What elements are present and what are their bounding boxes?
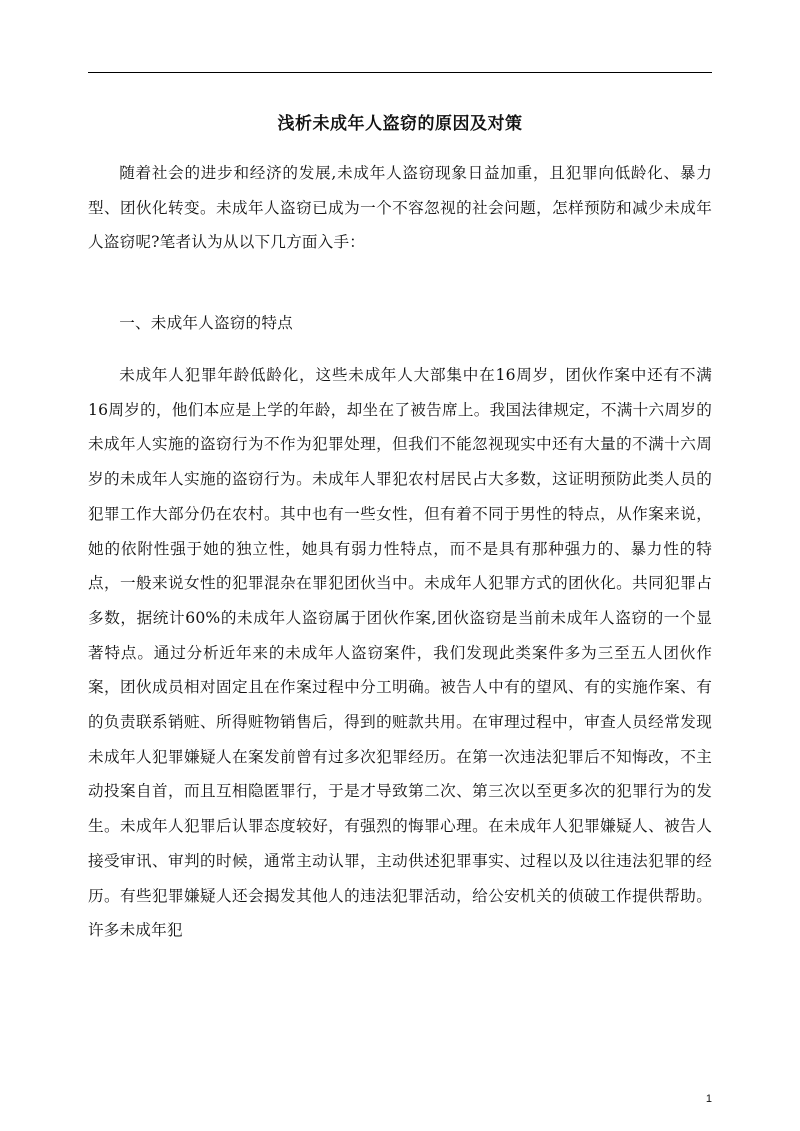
section-1-paragraph-text: 未成年人犯罪年龄低龄化，这些未成年人大部集中在16周岁，团伙作案中还有不满16周岁的，他们本应是上学的年龄，却坐在了被告席上。我国法律规定，不满十六周岁的未成年人实施的盗窃行为不作为犯罪处理，但我们不能忽视现实中还有大量的不满十六周岁的未成年人实施的盗窃行为。未成年人罪犯农村居民占大多数，这证明预防此类人员的犯罪工作大部分仍在农村。其中也有一些女性，但有着不同于男性的特点，从作案来说，她的依附性强于她的独立性，她具有弱力性特点，而不是具有那种强力的、暴力性的特点，一般来说女性的犯罪混杂在罪犯团伙当中。未成年人犯罪方式的团伙化。共同犯罪占多数，据统计60%的未成年人盗窃属于团伙作案,团伙盗窃是当前未成年人盗窃的一个显著特点。通过分析近年来的未成年人盗窃案件，我们发现此类案件多为三至五人团伙作案，团伙成员相对固定且在作案过程中分工明确。被告人中有的望风、有的实施作案、有的负责联系销赃、所得赃物销售后，得到的赃款共用。在审理过程中，审查人员经常发现未成年人犯罪嫌疑人在案发前曾有过多次犯罪经历。在第一次违法犯罪后不知悔改，不主动投案自首，而且互相隐匿罪行，于是才导致第二次、第三次以至更多次的犯罪行为的发生。未成年人犯罪后认罪态度较好，有强烈的悔罪心理。在未成年人犯罪嫌疑人、被告人接受审讯、审判的时候，通常主动认罪，主动供述犯罪事实、过程以及以往违法犯罪的经历。有些犯罪嫌疑人还会揭发其他人的违法犯罪活动，给公安机关的侦破工作提供帮助。许多未成年犯 [88, 366, 712, 940]
intro-paragraph [88, 156, 712, 260]
intro-paragraph-text: 随着社会的进步和经济的发展,未成年人盗窃现象日益加重，且犯罪向低龄化、暴力型、团伙化转变。未成年人盗窃已成为一个不容忽视的社会问题，怎样预防和减少未成年人盗窃呢?笔者认为从以下几方面入手： [88, 164, 712, 252]
page-title: 浅析未成年人盗窃的原因及对策 [277, 114, 523, 135]
section-heading-1: 一、未成年人盗窃的特点 [119, 314, 293, 332]
header-rule [88, 72, 712, 73]
section-1-paragraph [88, 358, 712, 948]
page-number: 1 [705, 1093, 712, 1105]
